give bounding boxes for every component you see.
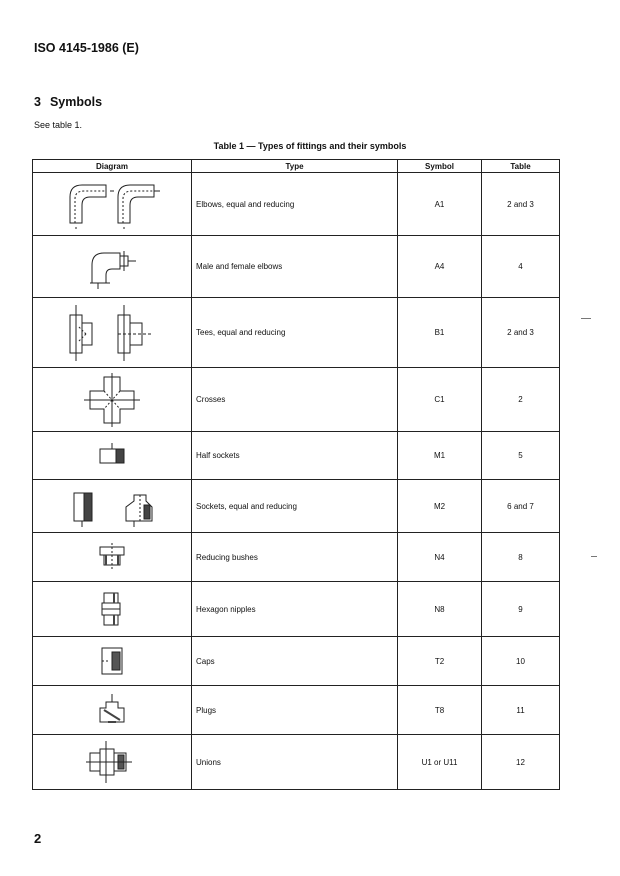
table-ref-cell: 4	[482, 236, 560, 298]
elbow-diagram-icon	[62, 179, 162, 229]
symbol-cell: C1	[398, 368, 482, 432]
hexagon-nipple-diagram-icon	[92, 589, 132, 629]
table-ref-cell: 2 and 3	[482, 173, 560, 236]
reducing-bush-diagram-icon	[92, 541, 132, 573]
type-cell: Tees, equal and reducing	[192, 298, 398, 368]
table-row	[33, 236, 560, 298]
socket-diagram-icon	[62, 483, 162, 529]
diagram-cell	[33, 637, 192, 686]
fittings-table	[32, 159, 560, 790]
header-symbol: Symbol	[398, 160, 482, 173]
diagram-cell	[33, 236, 192, 298]
table-ref-cell: 10	[482, 637, 560, 686]
diagram-cell	[33, 686, 192, 735]
table-ref-cell: 2 and 3	[482, 298, 560, 368]
table-row	[33, 686, 560, 735]
type-cell: Unions	[192, 735, 398, 790]
symbol-cell: B1	[398, 298, 482, 368]
table-row	[33, 582, 560, 637]
type-cell: Elbows, equal and reducing	[192, 173, 398, 236]
type-cell: Reducing bushes	[192, 533, 398, 582]
symbol-cell: T8	[398, 686, 482, 735]
diagram-cell	[33, 173, 192, 236]
type-cell: Half sockets	[192, 432, 398, 480]
intro-text: See table 1.	[34, 120, 83, 130]
symbol-cell: M2	[398, 480, 482, 533]
table-ref-cell: 8	[482, 533, 560, 582]
table-row	[33, 735, 560, 790]
type-cell: Caps	[192, 637, 398, 686]
diagram-cell	[33, 298, 192, 368]
table-ref-cell: 12	[482, 735, 560, 790]
table-row	[33, 533, 560, 582]
half-socket-diagram-icon	[92, 441, 132, 471]
table-row	[33, 298, 560, 368]
page-number: 2	[34, 831, 42, 846]
cap-diagram-icon	[92, 644, 132, 678]
table-ref-cell: 5	[482, 432, 560, 480]
type-cell: Sockets, equal and reducing	[192, 480, 398, 533]
union-diagram-icon	[82, 739, 142, 785]
margin-mark	[581, 318, 591, 319]
table-row	[33, 637, 560, 686]
symbol-cell: N4	[398, 533, 482, 582]
type-cell: Crosses	[192, 368, 398, 432]
margin-mark	[591, 556, 597, 557]
section-title: Symbols	[49, 95, 103, 109]
diagram-cell	[33, 582, 192, 637]
tee-diagram-icon	[62, 301, 162, 365]
cross-diagram-icon	[80, 371, 144, 429]
symbol-cell: N8	[398, 582, 482, 637]
header-type: Type	[192, 160, 398, 173]
table-row	[33, 480, 560, 533]
table-row	[33, 173, 560, 236]
type-cell: Plugs	[192, 686, 398, 735]
symbol-cell: A1	[398, 173, 482, 236]
table-caption: Table 1 — Types of fittings and their symbols	[213, 141, 407, 151]
type-cell: Hexagon nipples	[192, 582, 398, 637]
header-diagram: Diagram	[33, 160, 192, 173]
document-header: ISO 4145-1986 (E)	[34, 41, 139, 55]
table-header-row	[33, 160, 560, 173]
table-ref-cell: 6 and 7	[482, 480, 560, 533]
section-number: 3	[34, 95, 41, 109]
diagram-cell	[33, 368, 192, 432]
table-row	[33, 432, 560, 480]
male-female-elbow-diagram-icon	[82, 243, 142, 291]
table-ref-cell: 11	[482, 686, 560, 735]
table-row	[33, 368, 560, 432]
diagram-cell	[33, 735, 192, 790]
section-heading	[34, 95, 102, 109]
type-cell: Male and female elbows	[192, 236, 398, 298]
symbol-cell: A4	[398, 236, 482, 298]
diagram-cell	[33, 480, 192, 533]
diagram-cell	[33, 432, 192, 480]
symbol-cell: M1	[398, 432, 482, 480]
symbol-cell: T2	[398, 637, 482, 686]
symbol-cell: U1 or U11	[398, 735, 482, 790]
table-ref-cell: 2	[482, 368, 560, 432]
table-ref-cell: 9	[482, 582, 560, 637]
header-table: Table	[482, 160, 560, 173]
diagram-cell	[33, 533, 192, 582]
plug-diagram-icon	[92, 692, 132, 728]
